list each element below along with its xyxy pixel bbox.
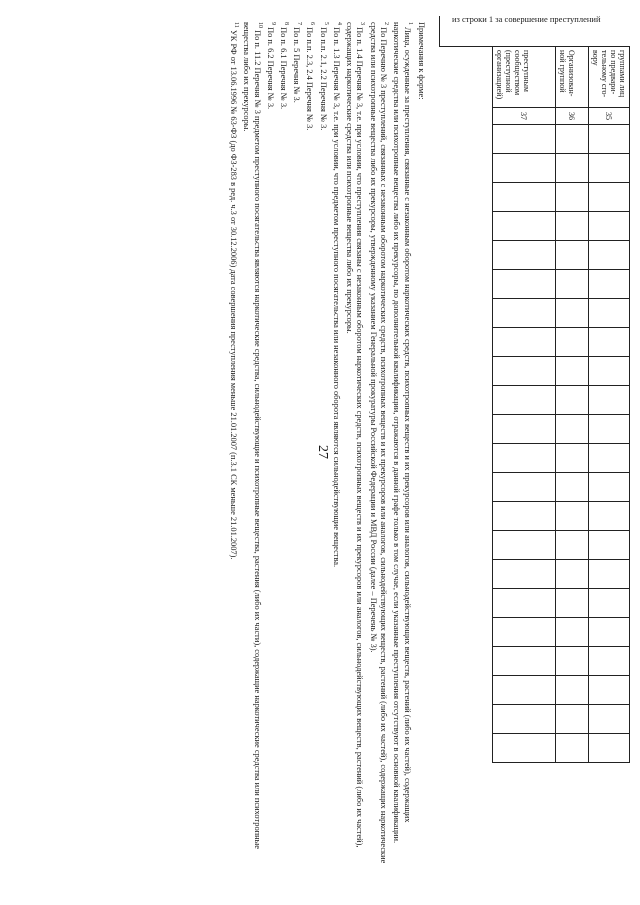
note-text: Лица, осужденные за преступления, связанные с незаконным оборотом наркотических средств, психотропных веществ и их прекурсоров или аналогов, сильнодействующих веществ, растений (либо их частей), содержащих наркотические средства или психотропные вещества либо их прекурсоры, по дополнительной квалификации, отражаются в данной графе только в том случае, если указанные преступления отсутствуют в основной квалификации. [392, 22, 412, 844]
table-cell [556, 357, 589, 386]
table-cell [556, 560, 589, 589]
table-cell [589, 125, 630, 154]
side-header: из строки 1 за совершение преступлений [452, 14, 601, 24]
table-cell [556, 473, 589, 502]
note-text: По п. 5 Перечня № 3. [292, 25, 302, 103]
table-cell [493, 328, 556, 357]
note-text: По п. 6.2 Перечня № 3. [265, 25, 275, 110]
table-cell [493, 560, 556, 589]
table-cell [493, 589, 556, 618]
table-cell [589, 705, 630, 734]
row-label-text: группами лиц по предварительному сговору [591, 50, 627, 98]
row-number: 35 [589, 108, 630, 125]
table-row [493, 47, 556, 763]
page-number: 27 [315, 445, 330, 459]
table-cell [493, 241, 556, 270]
note-text: По п.п. 2.3, 2.4 Перечня № 3. [305, 25, 315, 131]
note-text: По п. 1.3 Перечня № 3, т.е. при условии, что предметом преступного посягательства или незаконного оборота являются сильнодействующие вещества. [331, 25, 341, 568]
table-cell [493, 415, 556, 444]
table-cell [556, 415, 589, 444]
note-item [241, 22, 265, 872]
table-cell [556, 444, 589, 473]
table-cell [589, 241, 630, 270]
row-label [493, 47, 556, 108]
table-cell [589, 415, 630, 444]
table-cell [589, 386, 630, 415]
row-number: 37 [493, 108, 556, 125]
table-cell [556, 125, 589, 154]
notes-list [228, 22, 415, 872]
note-number: 4 [335, 22, 342, 25]
table-cell [556, 299, 589, 328]
note-number: 7 [296, 22, 303, 25]
row-label [589, 47, 630, 108]
table-cell [493, 183, 556, 212]
note-item [304, 22, 317, 872]
notes [228, 22, 426, 872]
table-cell [556, 647, 589, 676]
table-cell [589, 154, 630, 183]
table-cell [556, 734, 589, 763]
note-text: По п. 6.1 Перечня № 3. [279, 25, 289, 110]
table-cell [493, 299, 556, 328]
note-number: 1 [406, 22, 413, 25]
table-cell [556, 502, 589, 531]
table-cell [589, 299, 630, 328]
statistics-table [492, 46, 630, 763]
table-cell [589, 734, 630, 763]
note-number: 5 [322, 22, 329, 25]
note-number: 8 [282, 22, 289, 25]
note-item [278, 22, 291, 872]
table-cell [493, 676, 556, 705]
table-cell [493, 212, 556, 241]
row-label [556, 47, 589, 108]
table-cell [556, 705, 589, 734]
table-cell [493, 444, 556, 473]
table-cell [589, 183, 630, 212]
table-cell [556, 154, 589, 183]
note-item [228, 22, 241, 872]
notes-heading: Примечания к форме: [417, 22, 426, 100]
table-cell [589, 357, 630, 386]
table-cell [556, 618, 589, 647]
note-item [317, 22, 330, 872]
table-cell [556, 270, 589, 299]
table-cell [493, 270, 556, 299]
table-cell [556, 212, 589, 241]
table-cell [589, 212, 630, 241]
note-item [344, 22, 368, 872]
table-cell [556, 386, 589, 415]
table-cell [556, 531, 589, 560]
note-item [367, 22, 391, 872]
table-cell [589, 531, 630, 560]
rotated-page [10, 12, 630, 892]
note-number: 6 [309, 22, 316, 25]
table-cell [556, 676, 589, 705]
table-cell [493, 705, 556, 734]
table-cell [589, 560, 630, 589]
table-cell [589, 473, 630, 502]
note-text: По Перечню № 3 преступлений, связанных с незаконным оборотом наркотических средств, психотропных веществ и их прекурсоров или аналогов, сильнодействующих веществ, растений (либо их частей), содержащих наркотические средства или психотропные вещества либо их прекурсоры, утвержденному указанием Генеральной прокуратуры Российской Федерации и МВД России (далее – Перечень № 3). [368, 22, 389, 864]
note-number: 10 [256, 22, 263, 28]
table-cell [493, 473, 556, 502]
note-item [265, 22, 278, 872]
note-text: УК РФ от 13.06.1996 № 63-ФЗ (до ФЗ-283 в ред. ч.3 от 30.12.2006) дата совершения преступления меньше 21.01.2007 (п.3.1 СК меньше 21.01.2007). [229, 27, 239, 560]
table-cell [556, 589, 589, 618]
row-number: 36 [556, 108, 589, 125]
row-label-text: Организованной группой [558, 50, 576, 97]
table-cell [493, 357, 556, 386]
table-cell [589, 589, 630, 618]
table-cell [589, 270, 630, 299]
note-number: 3 [359, 22, 366, 25]
table-cell [589, 502, 630, 531]
table-cell [556, 328, 589, 357]
table-cell [493, 125, 556, 154]
note-text: По п.п. 2.1, 2.2 Перечня № 3. [318, 25, 328, 131]
table-cell [589, 676, 630, 705]
note-number: 9 [269, 22, 276, 25]
table-cell [493, 734, 556, 763]
row-label-text: преступным сообществом (преступной организацией) [495, 50, 531, 100]
table-cell [589, 444, 630, 473]
note-item [391, 22, 415, 872]
note-text: По п. 11.2 Перечня № 3 предметом преступного посягательства являются наркотические средства, сильнодействующие и психотропные вещества, растения (либо их части), содержащие наркотические средства или психотропные вещества либо их прекурсоры. [242, 22, 262, 849]
table-cell [589, 618, 630, 647]
table-cell [493, 154, 556, 183]
note-item [331, 22, 344, 872]
table-cell [493, 618, 556, 647]
note-number: 11 [232, 22, 239, 28]
table-cell [556, 183, 589, 212]
table-cell [493, 647, 556, 676]
note-item [291, 22, 304, 872]
table-cell [556, 241, 589, 270]
table-cell [589, 328, 630, 357]
side-header-cell [439, 16, 630, 47]
table-row [589, 47, 630, 763]
table-cell [493, 502, 556, 531]
note-text: По п. 1.4 Перечня № 3, т.е. при условии, что преступления связаны с незаконным оборотом наркотических средств, психотропных веществ и их прекурсоров или аналогов, сильнодействующих веществ, растений (либо их частей), содержащих наркотические средства или психотропные вещества либо их прекурсоры. [345, 22, 365, 848]
table-cell [589, 647, 630, 676]
table-cell [493, 531, 556, 560]
table-cell [493, 386, 556, 415]
table-row [556, 47, 589, 763]
note-number: 2 [382, 22, 389, 25]
